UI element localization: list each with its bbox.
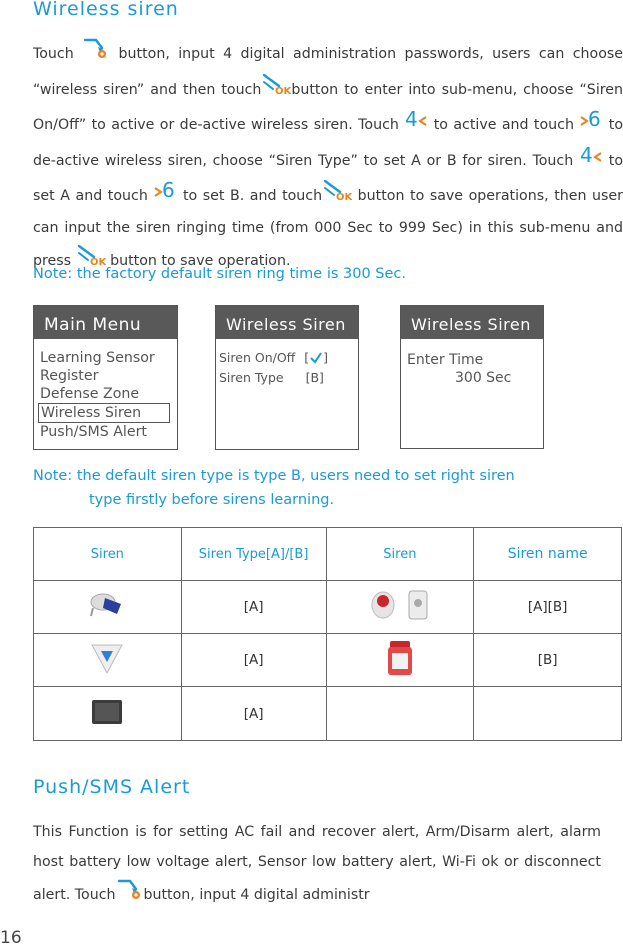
siren-type-row[interactable]: [219, 369, 358, 386]
menu-item-register[interactable]: Register: [40, 368, 99, 384]
siren-image-cell: [34, 634, 182, 687]
text-segment: button to save operations, then user can input the siren ringing time (from 000 Sec to 999 Sec) in this sub-menu and press: [33, 187, 623, 269]
page-number: 16: [0, 928, 22, 948]
text-segment: to set A and touch: [33, 152, 623, 204]
svg-text:6: 6: [162, 178, 176, 202]
triangle-siren-icon: [89, 641, 125, 675]
ok-key-icon: [261, 72, 291, 108]
col-header-siren-name: Siren name: [474, 528, 622, 581]
siren-type-cell: [A]: [181, 634, 326, 687]
svg-text:OK: OK: [275, 85, 292, 96]
svg-text:4: 4: [579, 142, 593, 167]
svg-text:OK: OK: [89, 257, 106, 267]
svg-text:OK: OK: [336, 192, 353, 202]
note-default-siren-type-line1: Note: the default siren type is type B, users need to set right siren: [33, 468, 515, 484]
col-header-siren: Siren: [34, 528, 182, 581]
menu-item-defense-zone[interactable]: Defense Zone: [40, 386, 140, 402]
text-segment: to de-active wireless siren, choose “Siren Type” to set A or B for siren. Touch: [33, 116, 623, 169]
note-default-siren-type: [33, 464, 515, 512]
screen-main-menu-title: Main Menu: [34, 306, 177, 339]
screen-enter-time: [400, 305, 544, 449]
siren-onoff-label: Siren On/Off: [219, 350, 296, 365]
svg-text:4: 4: [405, 107, 419, 131]
text-segment: button to save operation.: [105, 252, 291, 269]
svg-text:6: 6: [588, 107, 602, 131]
section-title-wireless-siren: Wireless siren: [33, 0, 179, 20]
square-siren-dark-icon: [90, 698, 124, 726]
siren-image-cell: [326, 581, 474, 634]
siren-type-value: [B]: [305, 370, 324, 385]
key-6-right-icon: [153, 178, 177, 214]
text-segment: This Function is for setting AC fail and recover alert, Arm/Disarm alert, alarm host battery low voltage alert, Sensor low battery alert, Wi-Fi ok or disconnect alert. Touch: [33, 824, 601, 903]
siren-onoff-bracket-close: ]: [323, 350, 329, 365]
siren-name-cell: [A][B]: [474, 581, 622, 634]
siren-type-cell: [A]: [181, 687, 326, 741]
siren-image-cell: [34, 581, 182, 634]
siren-onoff-bracket-open: [: [304, 350, 310, 365]
siren-image-cell: [34, 687, 182, 741]
enter-time-label: Enter Time: [407, 352, 484, 368]
menu-item-push-sms-alert[interactable]: Push/SMS Alert: [40, 424, 147, 440]
siren-type-label: Siren Type: [219, 370, 284, 385]
col-header-siren-type: Siren Type[A]/[B]: [181, 528, 326, 581]
section-title-push-sms-alert: Push/SMS Alert: [33, 776, 191, 798]
menu-item-learning-sensor[interactable]: Learning Sensor: [40, 350, 155, 366]
key-4-left-icon: [579, 143, 603, 179]
screen-main-menu: [33, 305, 178, 450]
key-4-left-icon: [404, 107, 428, 143]
screen-wireless-siren-settings: [215, 305, 359, 450]
text-segment: button to enter into sub-menu, choose “Siren On/Off” to active or de-active wireless siren. Touch: [33, 81, 623, 133]
table-row: [34, 581, 622, 634]
col-header-siren-2: Siren: [326, 528, 474, 581]
settings-key-icon: [116, 877, 144, 913]
text-segment: button, input 4 digital administration passwords, users can choose “wireless siren” and then touch: [33, 45, 623, 98]
strobe-siren-red-icon: [385, 639, 415, 677]
screen-enter-time-title: Wireless Siren: [401, 306, 543, 339]
screen-wireless-siren-title: Wireless Siren: [216, 306, 358, 339]
wireless-siren-instructions: [33, 36, 623, 279]
siren-type-cell: [A]: [181, 581, 326, 634]
checkmark-icon: [309, 351, 323, 369]
settings-key-icon: [82, 36, 110, 72]
ok-key-icon: [322, 178, 352, 214]
note-default-siren-type-line2: type firstly before sirens learning.: [89, 492, 335, 508]
text-segment: button, input 4 digital administr: [143, 886, 370, 903]
text-segment: Touch: [33, 45, 83, 62]
key-6-right-icon: [579, 107, 603, 143]
siren-image-cell: [326, 634, 474, 687]
siren-onoff-row[interactable]: [219, 349, 358, 369]
enter-time-value[interactable]: 300 Sec: [455, 370, 512, 386]
text-segment: to set B. and touch: [177, 187, 323, 204]
siren-name-cell: [474, 687, 622, 741]
indoor-siren-red-icon: [365, 587, 435, 623]
outdoor-siren-blue-icon: [87, 590, 127, 620]
table-row: [34, 687, 622, 741]
table-header-row: [34, 528, 622, 581]
siren-name-cell: [B]: [474, 634, 622, 687]
table-row: [34, 634, 622, 687]
siren-image-cell-empty: [326, 687, 474, 741]
siren-compatibility-table: [33, 527, 622, 741]
text-segment: to active and touch: [428, 116, 580, 133]
push-sms-alert-instructions: [33, 818, 601, 913]
menu-item-wireless-siren[interactable]: Wireless Siren: [38, 403, 170, 423]
note-default-ring-time: Note: the factory default siren ring time is 300 Sec.: [33, 266, 407, 282]
